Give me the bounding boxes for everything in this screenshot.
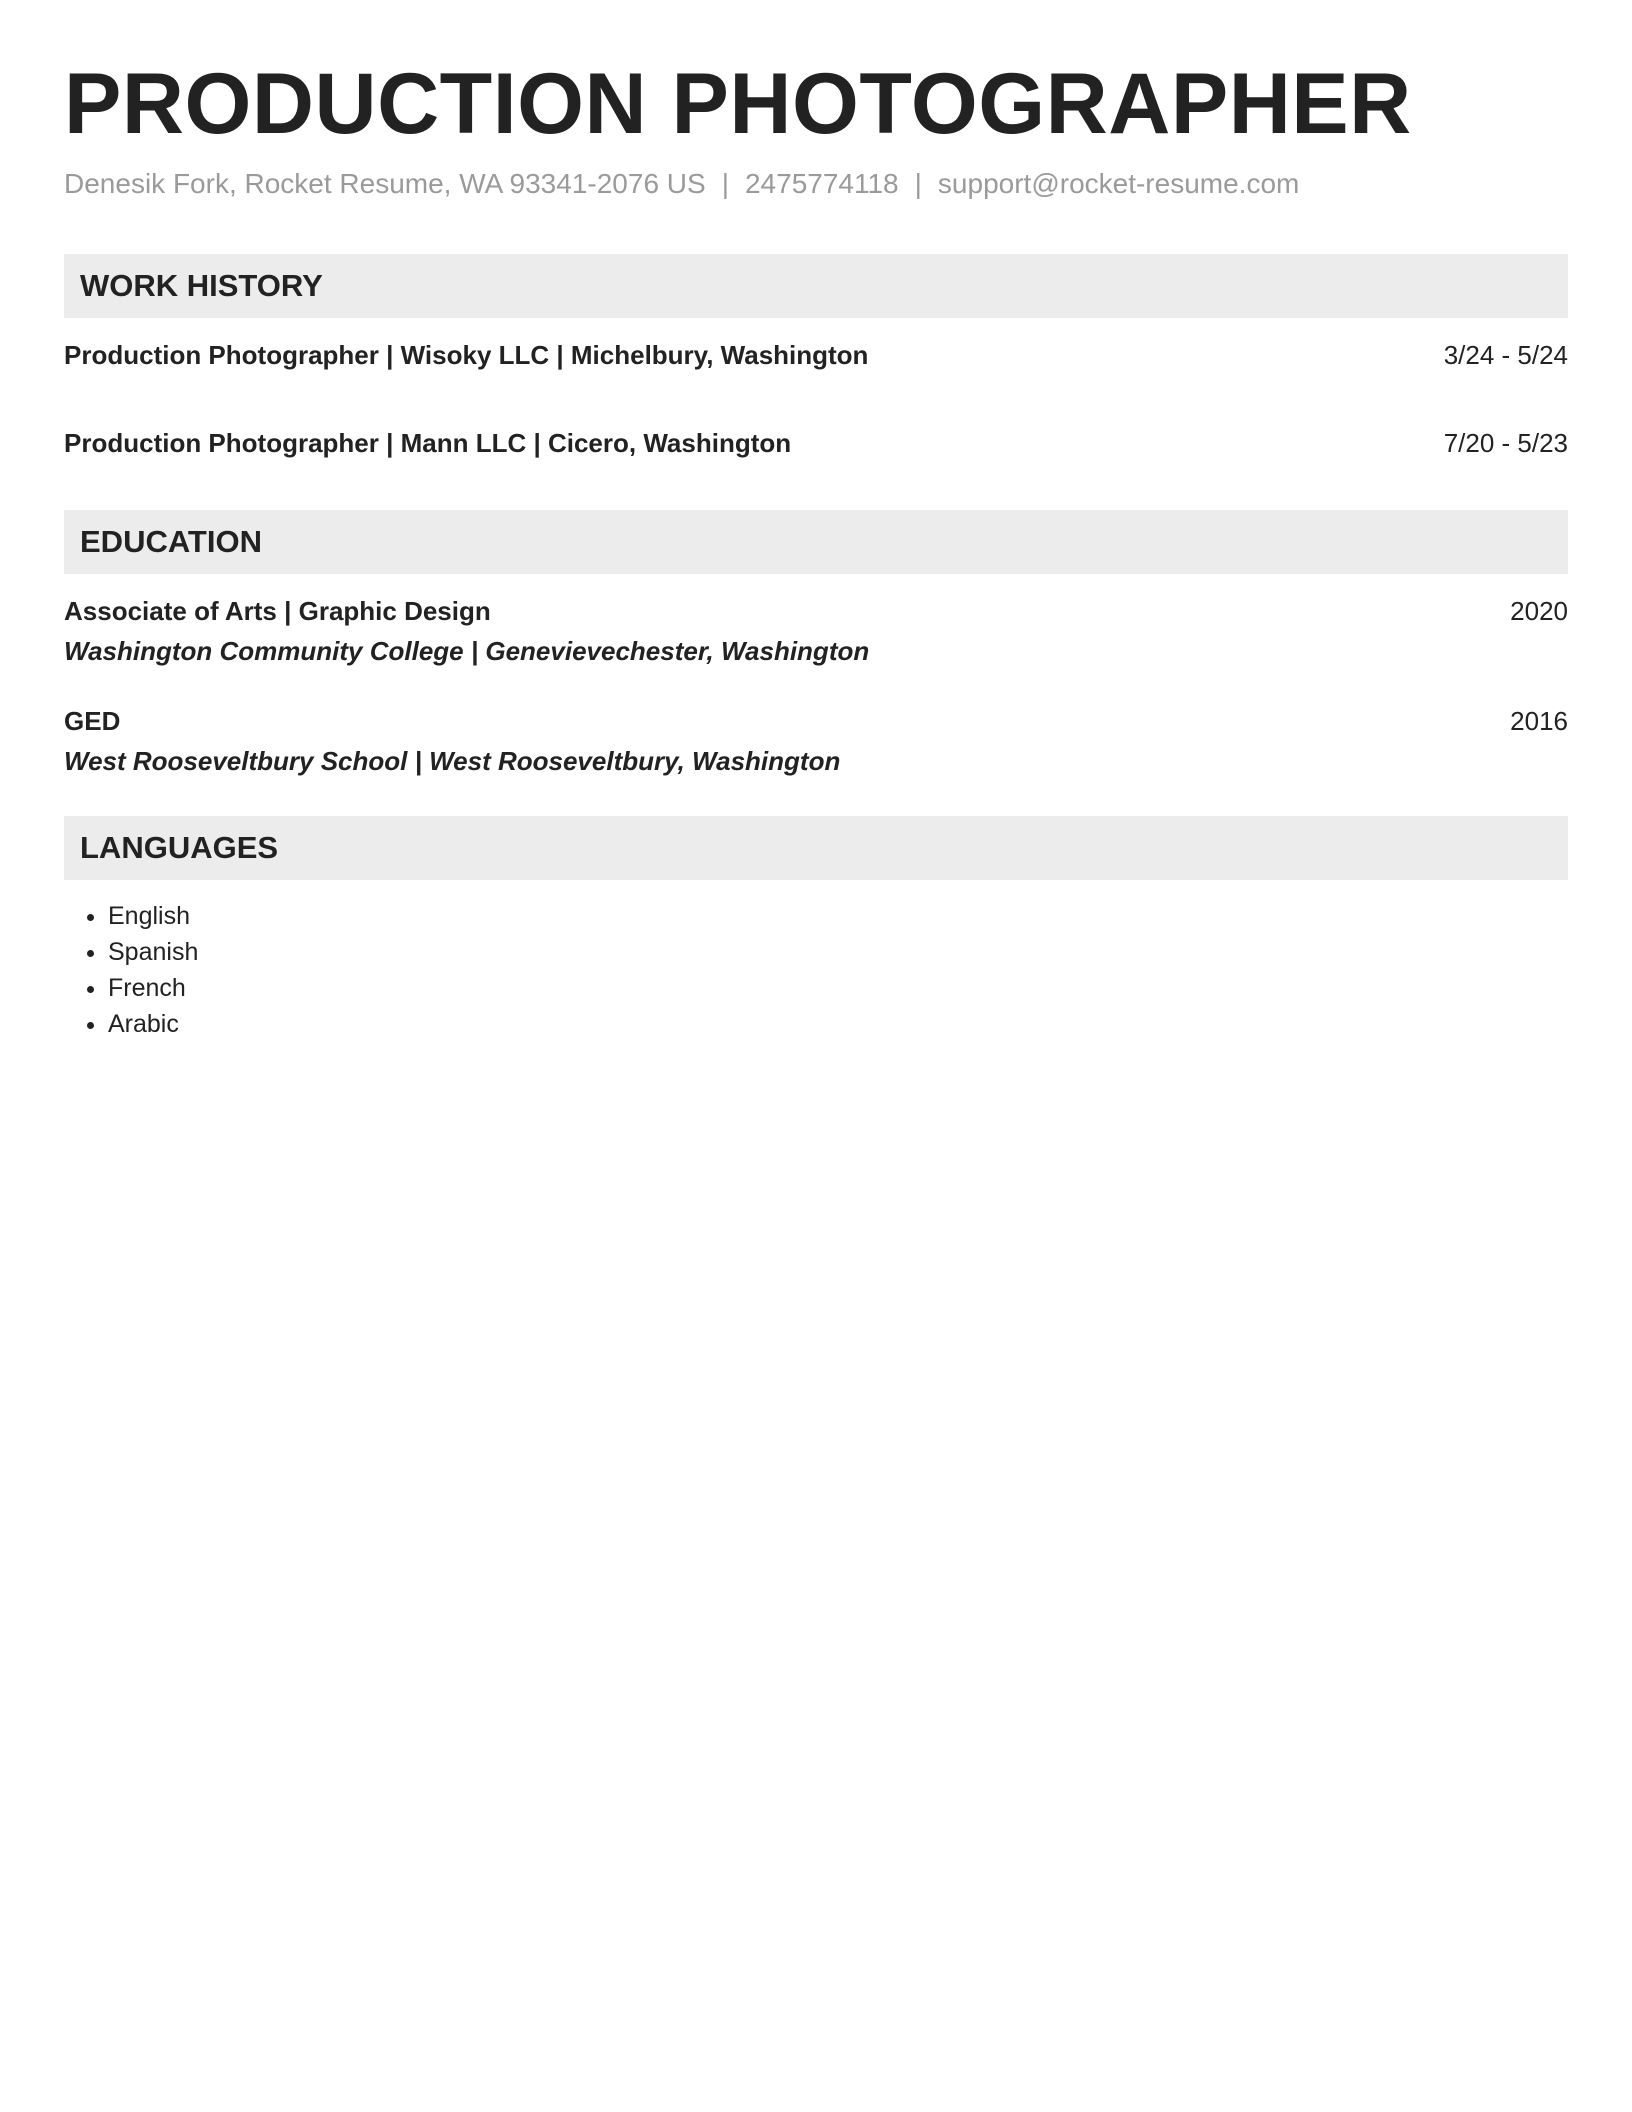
degree: GED: [64, 706, 121, 736]
languages-list: [64, 898, 1568, 1042]
language-item: • Arabic: [108, 1006, 1568, 1042]
language-item: • Spanish: [108, 934, 1568, 970]
contact-address: Denesik Fork, Rocket Resume, WA 93341-2076 US: [64, 168, 706, 199]
job-title: Production Photographer | Mann LLC | Cicero, Washington: [64, 428, 792, 458]
education-year: 2020: [1510, 596, 1568, 626]
resume-title: PRODUCTION PHOTOGRAPHER: [64, 56, 1412, 152]
contact-email: support@rocket-resume.com: [937, 168, 1300, 199]
section-header-languages: LANGUAGES: [64, 816, 1568, 880]
contact-line: [64, 166, 1568, 202]
language-item: • French: [108, 970, 1568, 1006]
work-entry: [64, 338, 1568, 372]
school-name: West Rooseveltbury School | West Rooseveltbury, Washington: [64, 746, 841, 776]
language-item: • English: [108, 898, 1568, 934]
work-entry: [64, 426, 1568, 460]
school-name: Washington Community College | Genevievechester, Washington: [64, 636, 870, 666]
contact-phone: 2475774118: [744, 168, 899, 199]
section-header-education: EDUCATION: [64, 510, 1568, 574]
job-title: Production Photographer | Wisoky LLC | Michelbury, Washington: [64, 340, 869, 370]
job-dates: 7/20 - 5/23: [1443, 428, 1568, 458]
degree: Associate of Arts | Graphic Design: [64, 596, 491, 626]
education-entry: [64, 594, 1568, 628]
education-entry: [64, 704, 1568, 738]
job-dates: 3/24 - 5/24: [1443, 340, 1568, 370]
contact-separator: |: [914, 168, 922, 199]
education-year: 2016: [1510, 706, 1568, 736]
contact-separator: |: [721, 168, 729, 199]
section-header-work-history: WORK HISTORY: [64, 254, 1568, 318]
